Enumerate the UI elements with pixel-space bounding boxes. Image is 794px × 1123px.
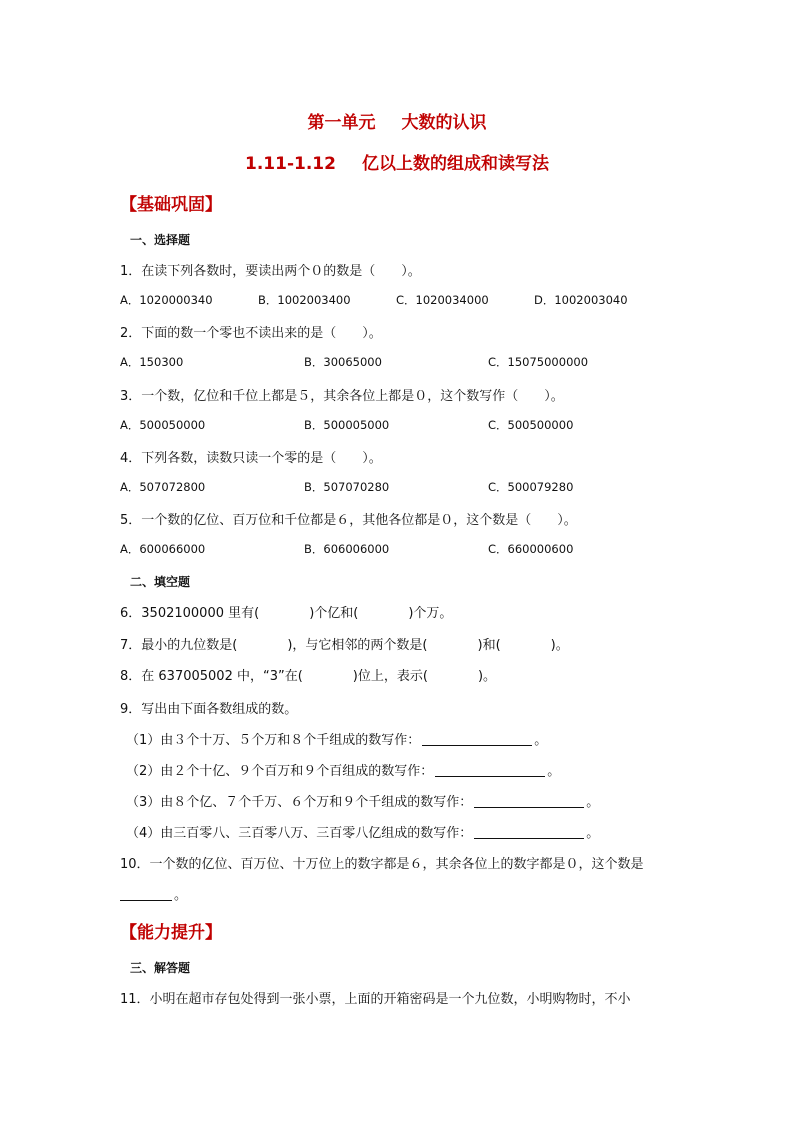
question-7: 7．最小的九位数是( )，与它相邻的两个数是( )和( )。 bbox=[120, 638, 569, 653]
question-10-line-2: 。 bbox=[120, 884, 187, 903]
question-6: 6．3502100000 里有( )个亿和( )个万。 bbox=[120, 606, 453, 621]
option-b: B．500005000 bbox=[304, 418, 390, 432]
answer-line[interactable] bbox=[422, 733, 532, 746]
option-a: A．150300 bbox=[120, 355, 184, 369]
answer-line[interactable] bbox=[120, 888, 172, 901]
answer-line[interactable] bbox=[474, 795, 584, 808]
option-a: A．1020000340 bbox=[120, 293, 213, 307]
question-2: 2．下面的数一个零也不读出来的是（ ）。 bbox=[120, 326, 382, 341]
question-5: 5．一个数的亿位、百万位和千位都是６，其他各位都是０，这个数是（ ）。 bbox=[120, 513, 577, 528]
question-9: 9．写出由下面各数组成的数。 bbox=[120, 702, 298, 717]
unit-title: 第一单元 大数的认识 bbox=[307, 113, 487, 133]
option-d: D．1002003040 bbox=[534, 293, 628, 307]
question-10: 10．一个数的亿位、百万位、十万位上的数字都是６，其余各位上的数字都是０，这个数是 bbox=[120, 857, 644, 872]
question-9-item-1: （1）由３个十万、５个万和８个千组成的数写作： 。 bbox=[126, 733, 548, 748]
option-c: C．500500000 bbox=[488, 418, 574, 432]
question-11: 11．小明在超市存包处得到一张小票，上面的开箱密码是一个九位数，小明购物时，不小 bbox=[120, 992, 631, 1007]
question-3: 3．一个数，亿位和千位上都是５，其余各位上都是０，这个数写作（ ）。 bbox=[120, 389, 564, 404]
answer-line[interactable] bbox=[474, 826, 584, 839]
answer-line[interactable] bbox=[435, 764, 545, 777]
question-9-item-3: （3）由８个亿、７个千万、６个万和９个千组成的数写作： 。 bbox=[126, 795, 600, 810]
subhead-answer: 三、解答题 bbox=[130, 961, 191, 975]
option-a: A．600066000 bbox=[120, 542, 206, 556]
option-a: A．500050000 bbox=[120, 418, 206, 432]
option-b: B．507070280 bbox=[304, 480, 390, 494]
option-c: C．500079280 bbox=[488, 480, 574, 494]
section-basic: 【基础巩固】 bbox=[120, 195, 222, 215]
option-c: C．1020034000 bbox=[396, 293, 489, 307]
option-b: B．30065000 bbox=[304, 355, 382, 369]
option-a: A．507072800 bbox=[120, 480, 206, 494]
question-9-item-2: （2）由２个十亿、９个百万和９个百组成的数写作： 。 bbox=[126, 764, 561, 779]
subhead-choice: 一、选择题 bbox=[130, 233, 191, 247]
lesson-title: 1.11-1.12 亿以上数的组成和读写法 bbox=[245, 154, 549, 174]
question-4: 4．下列各数，读数只读一个零的是（ ）。 bbox=[120, 451, 382, 466]
subhead-fill: 二、填空题 bbox=[130, 575, 191, 589]
question-8: 8．在 637005002 中，“3”在( )位上，表示( )。 bbox=[120, 669, 497, 684]
option-b: B．606006000 bbox=[304, 542, 390, 556]
section-advanced: 【能力提升】 bbox=[120, 923, 222, 943]
option-c: C．660000600 bbox=[488, 542, 574, 556]
option-b: B．1002003400 bbox=[258, 293, 351, 307]
option-c: C．15075000000 bbox=[488, 355, 589, 369]
question-1: 1．在读下列各数时，要读出两个０的数是（ ）。 bbox=[120, 264, 421, 279]
question-9-item-4: （4）由三百零八、三百零八万、三百零八亿组成的数写作： 。 bbox=[126, 826, 600, 841]
